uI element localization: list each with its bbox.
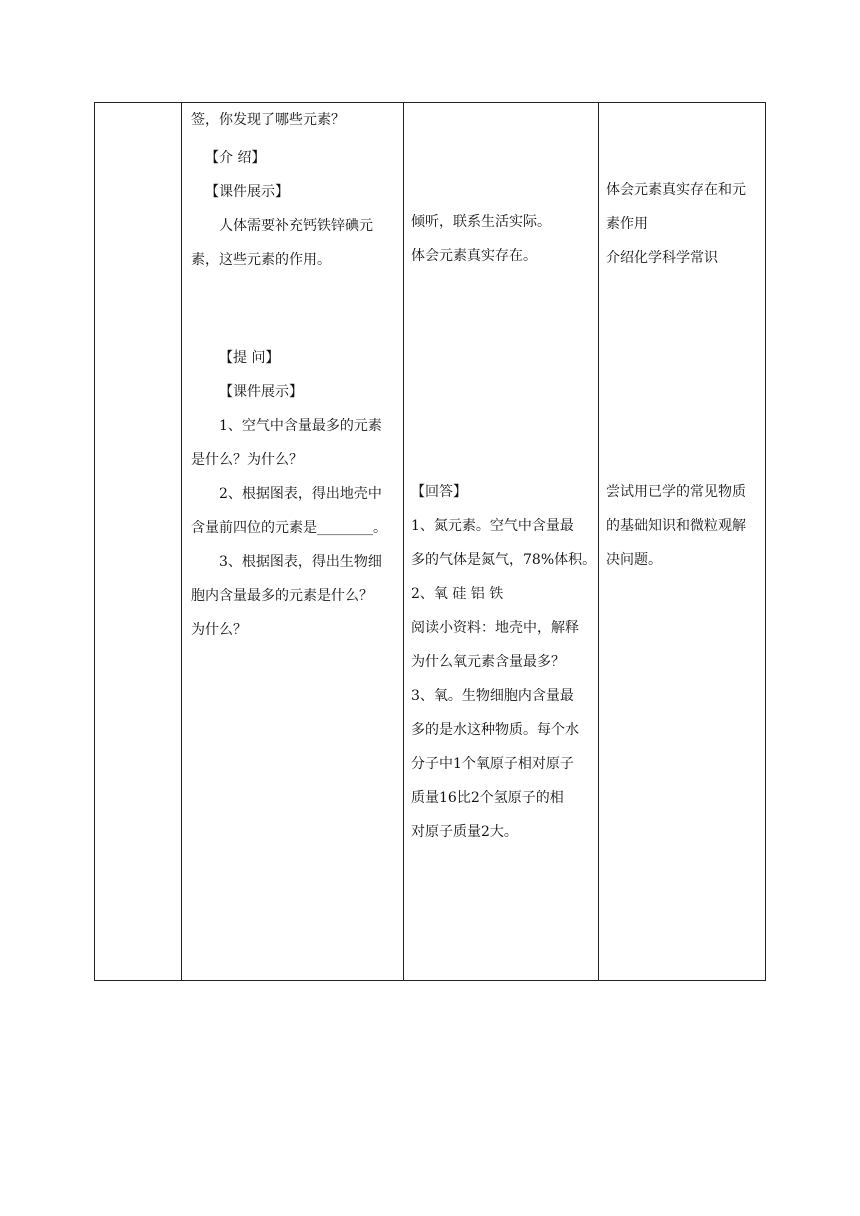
teacher-line: 【课件展示】 [219,384,303,400]
student-line: 体会元素真实存在。 [411,248,537,264]
teacher-line: 人体需要补充钙铁锌碘元 [219,218,373,234]
teacher-line: 是什么？为什么？ [191,452,303,468]
student-line: 质量16比2个氢原子的相 [411,790,564,806]
student-line: 倾听，联系生活实际。 [411,214,551,230]
intent-line: 尝试用已学的常见物质 [606,484,746,500]
teacher-line: 2、根据图表，得出地壳中 [219,486,382,502]
student-line: 对原子质量2大。 [411,824,518,840]
student-line: 多的是水这种物质。每个水 [411,722,579,738]
lesson-table [94,102,766,981]
teacher-line: 为什么？ [191,622,247,638]
student-line: 2、氧 硅 铝 铁 [411,586,504,602]
teacher-line: 【课件展示】 [205,184,289,200]
column-divider-1 [181,103,182,980]
intent-line: 的基础知识和微粒观解 [606,518,746,534]
intent-line: 素作用 [606,216,648,232]
teacher-line: 1、空气中含量最多的元素 [219,418,382,434]
student-line: 多的气体是氮气，78%体积。 [411,552,597,568]
teacher-line: 签，你发现了哪些元素？ [191,112,345,128]
student-line: 为什么氧元素含量最多？ [411,654,565,670]
teacher-line: 素，这些元素的作用。 [191,252,331,268]
teacher-line: 3、根据图表，得出生物细 [219,554,382,570]
student-line: 3、氧。生物细胞内含量最 [411,688,574,704]
student-line: 阅读小资料：地壳中，解释 [411,620,579,636]
intent-line: 决问题。 [606,552,662,568]
teacher-line: 【介 绍】 [205,150,266,166]
intent-line: 体会元素真实存在和元 [606,182,746,198]
student-line: 1、氮元素。空气中含量最 [411,518,574,534]
student-line: 【回答】 [411,484,467,500]
teacher-line: 【提 问】 [219,350,280,366]
column-divider-2 [403,103,404,980]
student-line: 分子中1个氧原子相对原子 [411,756,574,772]
teacher-line: 胞内含量最多的元素是什么？ [191,588,373,604]
intent-line: 介绍化学科学常识 [606,250,718,266]
teacher-line: 含量前四位的元素是________。 [191,520,387,536]
column-divider-3 [598,103,599,980]
